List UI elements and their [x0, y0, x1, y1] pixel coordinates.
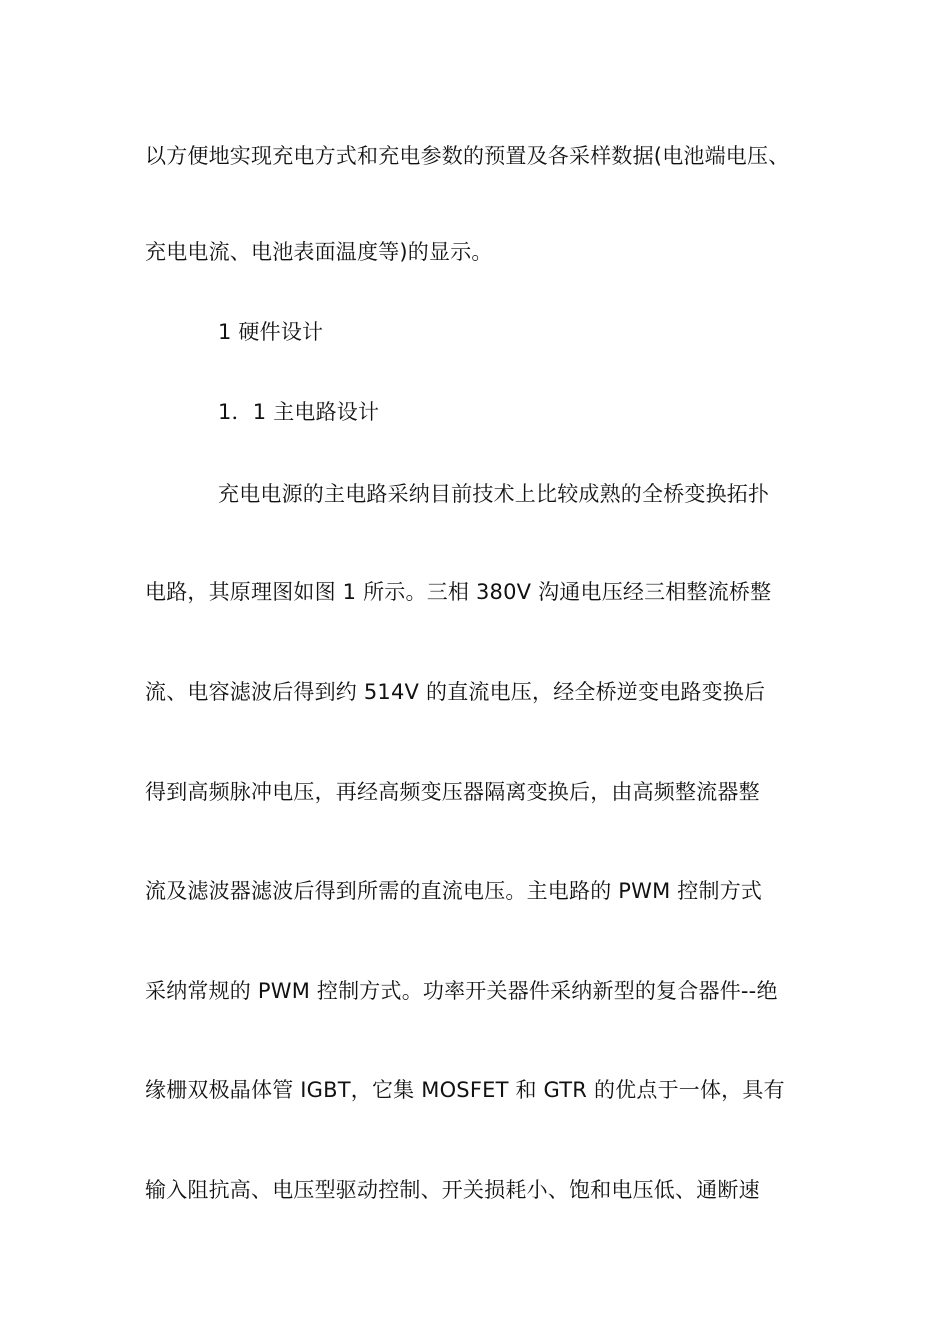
paragraph-line-6: 得到高频脉冲电压，再经高频变压器隔离变换后，由高频整流器整	[145, 780, 760, 804]
paragraph-line-3: 充电电源的主电路采纳目前技术上比较成熟的全桥变换拓扑	[218, 482, 770, 506]
paragraph-line-1: 以方便地实现充电方式和充电参数的预置及各采样数据(电池端电压、	[145, 144, 790, 168]
paragraph-line-4: 电路，其原理图如图 1 所示。三相 380V 沟通电压经三相整流桥整	[145, 580, 772, 604]
paragraph-line-8: 采纳常规的 PWM 控制方式。功率开关器件采纳新型的复合器件--绝	[145, 979, 778, 1003]
paragraph-line-9: 缘栅双极晶体管 IGBT，它集 MOSFET 和 GTR 的优点于一体，具有	[145, 1078, 785, 1102]
paragraph-line-2: 充电电流、电池表面温度等)的显示。	[145, 240, 493, 264]
paragraph-line-7: 流及滤波器滤波后得到所需的直流电压。主电路的 PWM 控制方式	[145, 879, 763, 903]
subsection-heading: 1．1 主电路设计	[218, 400, 380, 424]
section-heading: 1 硬件设计	[218, 320, 324, 344]
paragraph-line-5: 流、电容滤波后得到约 514V 的直流电压，经全桥逆变电路变换后	[145, 680, 766, 704]
paragraph-line-10: 输入阻抗高、电压型驱动控制、开关损耗小、饱和电压低、通断速	[145, 1178, 760, 1202]
